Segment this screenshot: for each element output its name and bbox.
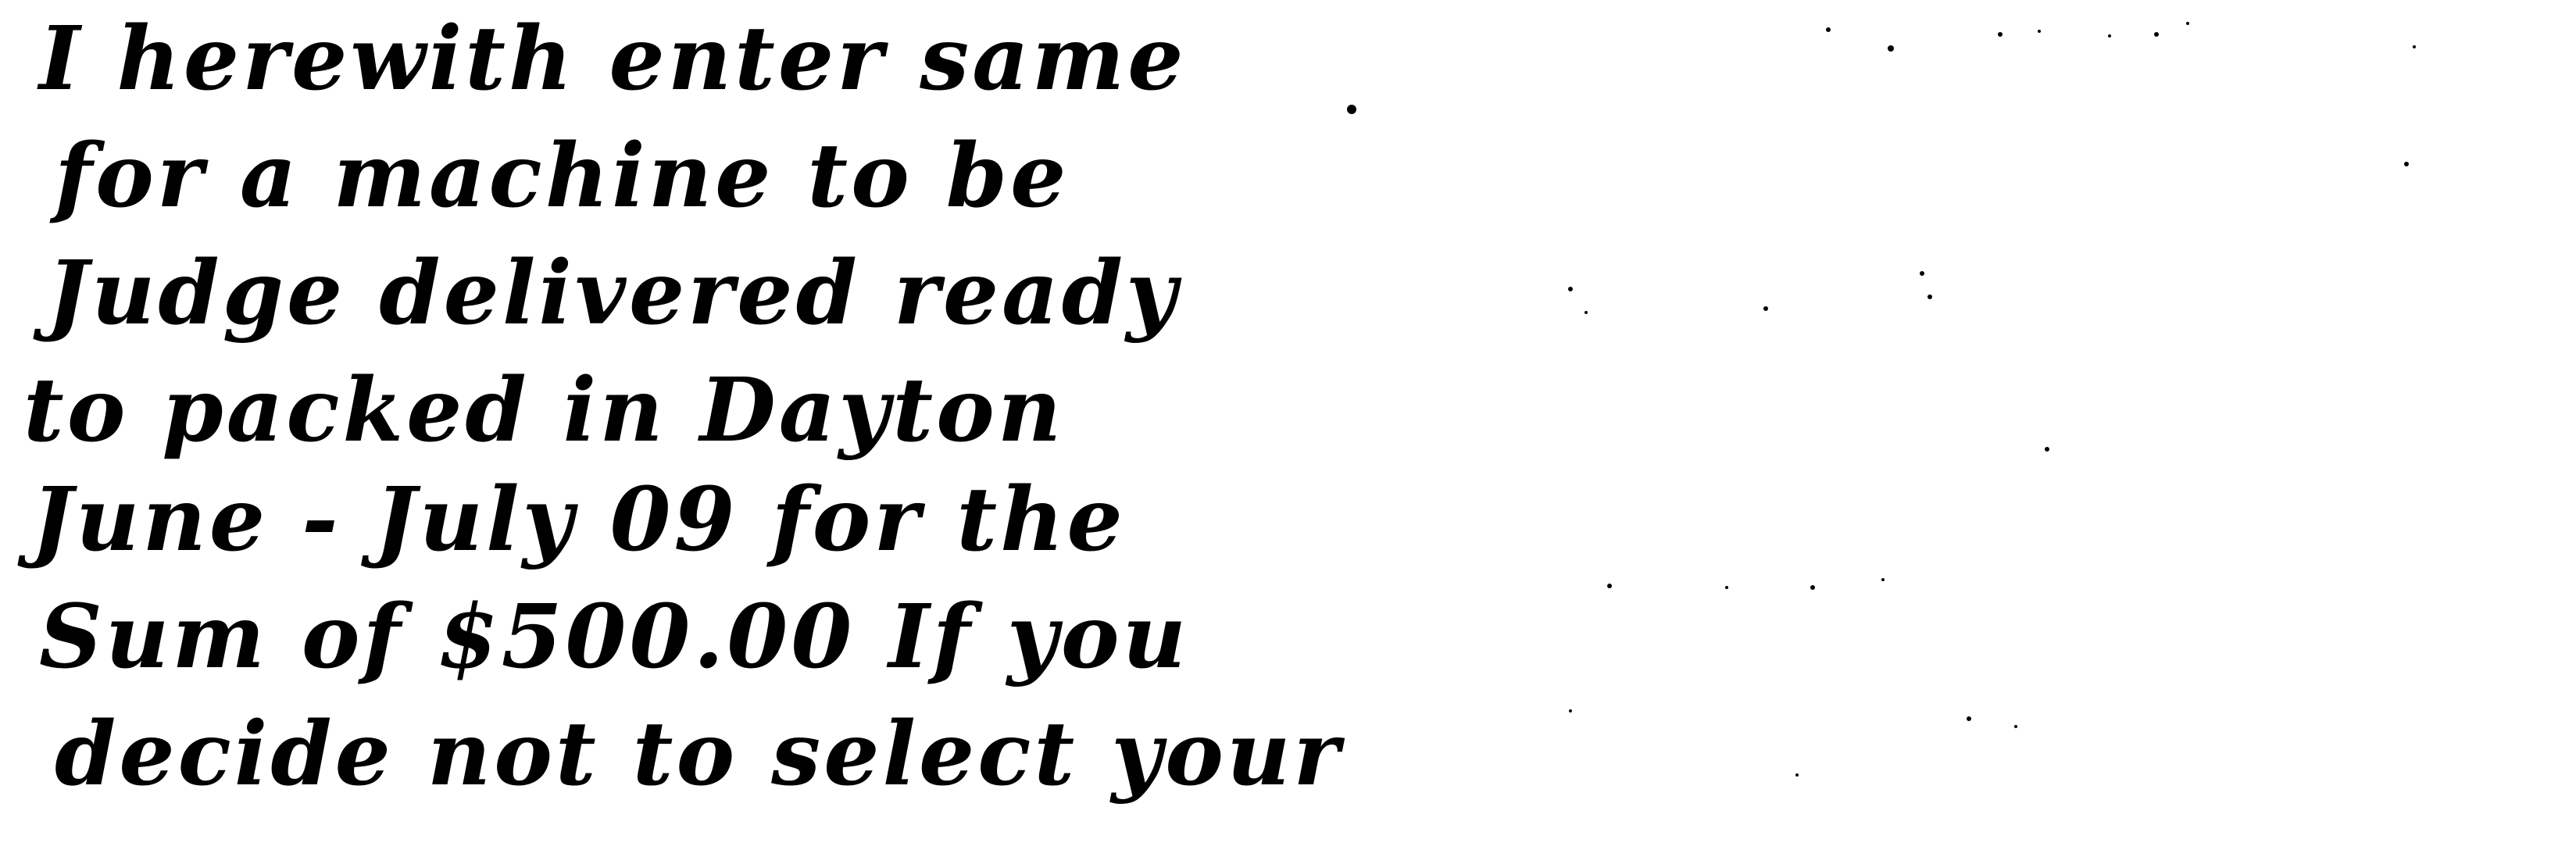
- ink-speck: [2404, 162, 2409, 166]
- handwritten-line-1: I herewith enter same: [39, 8, 1187, 110]
- ink-speck: [1881, 578, 1885, 581]
- handwritten-line-2: for a machine to be: [55, 125, 1070, 227]
- ink-speck: [2014, 725, 2017, 728]
- ink-speck: [1607, 584, 1612, 588]
- ink-speck: [2045, 447, 2049, 452]
- ink-speck: [1725, 586, 1728, 589]
- ink-speck: [2154, 32, 2159, 37]
- ink-speck: [2186, 22, 2189, 25]
- ink-speck: [1763, 306, 1768, 311]
- ink-speck: [1967, 716, 1971, 721]
- ink-speck: [1795, 773, 1799, 777]
- handwritten-line-6: Sum of $500.00 If you: [39, 586, 1190, 688]
- ink-speck: [1568, 287, 1573, 291]
- ink-speck: [1888, 45, 1894, 52]
- ink-speck: [1585, 311, 1588, 314]
- handwritten-line-5: June - July 09 for the: [31, 469, 1126, 571]
- handwritten-line-4: to packed in Dayton: [23, 359, 1065, 462]
- ink-speck: [1810, 585, 1815, 590]
- ink-speck: [1928, 295, 1932, 299]
- ink-speck: [1998, 32, 2003, 37]
- ink-speck: [2038, 30, 2041, 33]
- handwritten-line-3: Judge delivered ready: [47, 242, 1181, 345]
- ink-speck: [1826, 27, 1831, 32]
- ink-speck: [2413, 45, 2416, 48]
- ink-speck: [1569, 709, 1572, 712]
- ink-speck: [1920, 271, 1924, 276]
- ink-speck: [2108, 34, 2111, 37]
- ink-speck: [1347, 105, 1356, 114]
- handwritten-line-7: decide not to select your: [55, 703, 1343, 805]
